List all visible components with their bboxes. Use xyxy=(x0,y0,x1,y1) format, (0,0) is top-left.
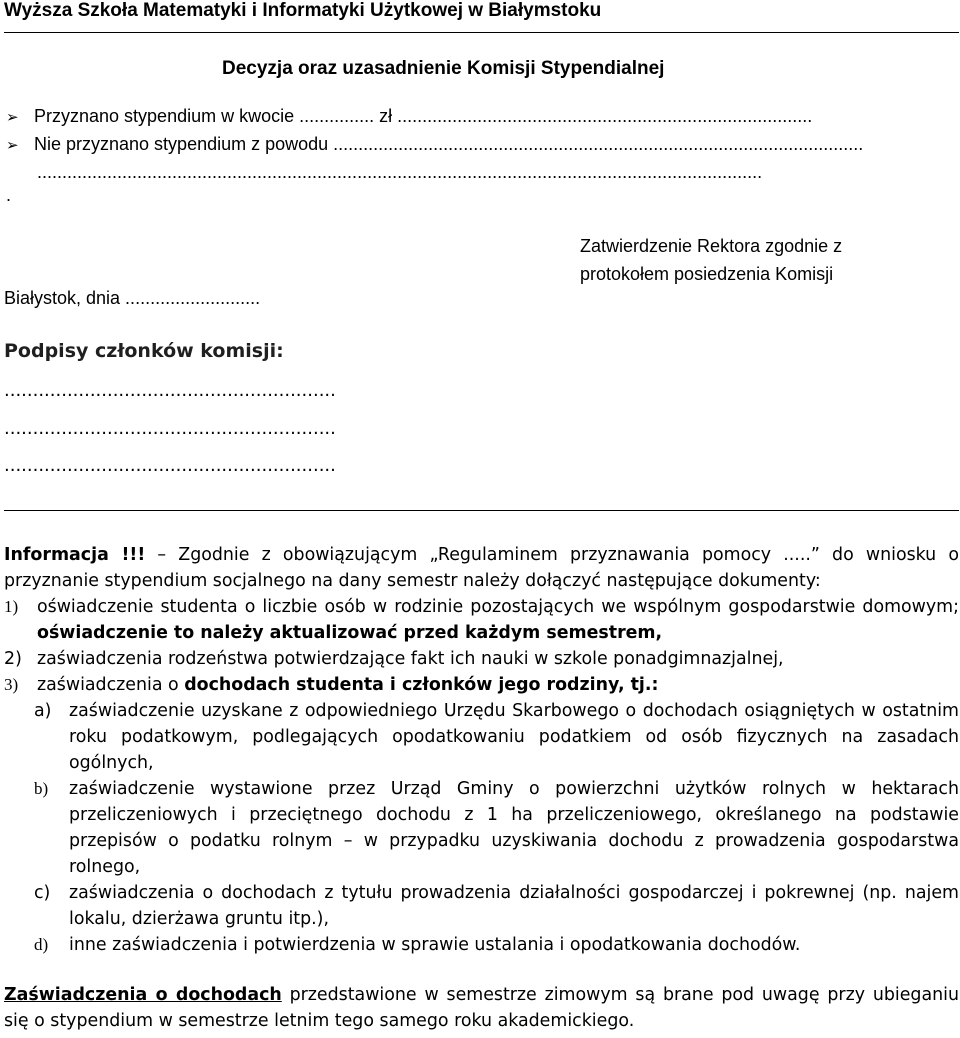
sub-list-item-text: zaświadczenia o dochodach z tytułu prowadzenia działalności gospodarczej i pokrewnej (np. najem lokalu, dzierżawa gruntu itp.), xyxy=(69,883,959,929)
sub-list-item-text: inne zaświadczenia i potwierdzenia w sprawie ustalania i opodatkowania dochodów. xyxy=(69,935,801,955)
sub-list-item-letter: d) xyxy=(34,935,49,954)
footer-lead: Zaświadczenia o dochodach xyxy=(4,985,282,1005)
info-intro xyxy=(4,542,959,594)
sub-list-item xyxy=(34,880,959,932)
sub-list-item-text: zaświadczenie uzyskane z odpowiedniego Urzędu Skarbowego o dochodach osiągniętych w ostatnim roku podatkowym, podlegających opodatkowaniu podatkiem od osób fizycznych na zasadach ogólnych, xyxy=(69,701,959,773)
sub-list-item xyxy=(34,698,959,776)
footer-note xyxy=(4,982,959,1034)
sub-list-item-letter: c) xyxy=(34,883,51,903)
list-item xyxy=(4,646,959,672)
refused-reason-dot: . xyxy=(6,185,12,205)
granted-line xyxy=(6,106,812,127)
signature-line: .......................................................... xyxy=(4,455,336,476)
list-item xyxy=(4,672,959,698)
signatures-title: Podpisy członków komisji: xyxy=(4,340,284,362)
sub-list-item-letter: a) xyxy=(34,701,52,721)
list-item-text: oświadczenie studenta o liczbie osób w rodzinie pozostających we wspólnym gospodarstwie domowym; oświadczenie to należy aktualizować przed każdym semestrem, xyxy=(37,597,959,643)
arrow-bullet-icon: ➢ xyxy=(6,109,19,126)
refused-text: Nie przyznano stypendium z powodu .......................................................................................................... xyxy=(34,134,864,154)
list-item-text: zaświadczenia o dochodach studenta i członków jego rodziny, tj.: xyxy=(37,675,659,695)
approval-line-2: protokołem posiedzenia Komisji xyxy=(580,264,834,284)
approval-line-1: Zatwierdzenie Rektora zgodnie z xyxy=(580,236,843,256)
info-section xyxy=(4,542,959,1034)
granted-text: Przyznano stypendium w kwocie ............... zł ................................................................................... xyxy=(34,106,813,126)
list-item-number: 2) xyxy=(4,649,22,669)
info-divider xyxy=(4,510,959,511)
decision-title: Decyzja oraz uzasadnienie Komisji Stypendialnej xyxy=(222,58,665,79)
arrow-bullet-icon: ➢ xyxy=(6,137,19,154)
signature-line: .......................................................... xyxy=(4,380,336,401)
info-intro-text: – Zgodnie z obowiązującym „Regulaminem przyznawania pomocy .....” do wniosku o przyznanie stypendium socjalnego na dany semestr należy dołączyć następujące dokumenty: xyxy=(4,545,959,591)
list-item-number: 3) xyxy=(4,675,19,694)
sub-list-item xyxy=(34,932,959,958)
footer-text: przedstawione w semestrze zimowym są brane pod uwagę przy ubieganiu się o stypendium w semestrze letnim tego samego roku akademickiego. xyxy=(4,985,959,1031)
header-divider xyxy=(4,32,959,33)
refused-line xyxy=(6,134,863,155)
list-item-text: zaświadczenia rodzeństwa potwierdzające fakt ich nauki w szkole ponadgimnazjalnej, xyxy=(37,649,784,669)
date-line: Białystok, dnia ........................... xyxy=(4,288,261,308)
refused-reason-dots: ................................................................................................................................................. xyxy=(37,162,763,182)
info-lead: Informacja !!! xyxy=(4,545,146,565)
school-name: Wyższa Szkoła Matematyki i Informatyki Użytkowej w Białymstoku xyxy=(4,0,602,21)
signature-line: .......................................................... xyxy=(4,418,336,439)
sub-list-item-text: zaświadczenie wystawione przez Urząd Gminy o powierzchni użytków rolnych w hektarach przeliczeniowych i przeciętnego dochodu z 1 ha przeliczeniowego, określanego na podstawie przepisów o podatku rolnym – w przypadku uzyskiwania dochodu z prowadzenia gospodarstwa rolnego, xyxy=(69,779,959,877)
sub-list-item-letter: b) xyxy=(34,779,49,798)
list-item xyxy=(4,594,959,646)
list-item-number: 1) xyxy=(4,597,19,616)
sub-list-item xyxy=(34,776,959,880)
